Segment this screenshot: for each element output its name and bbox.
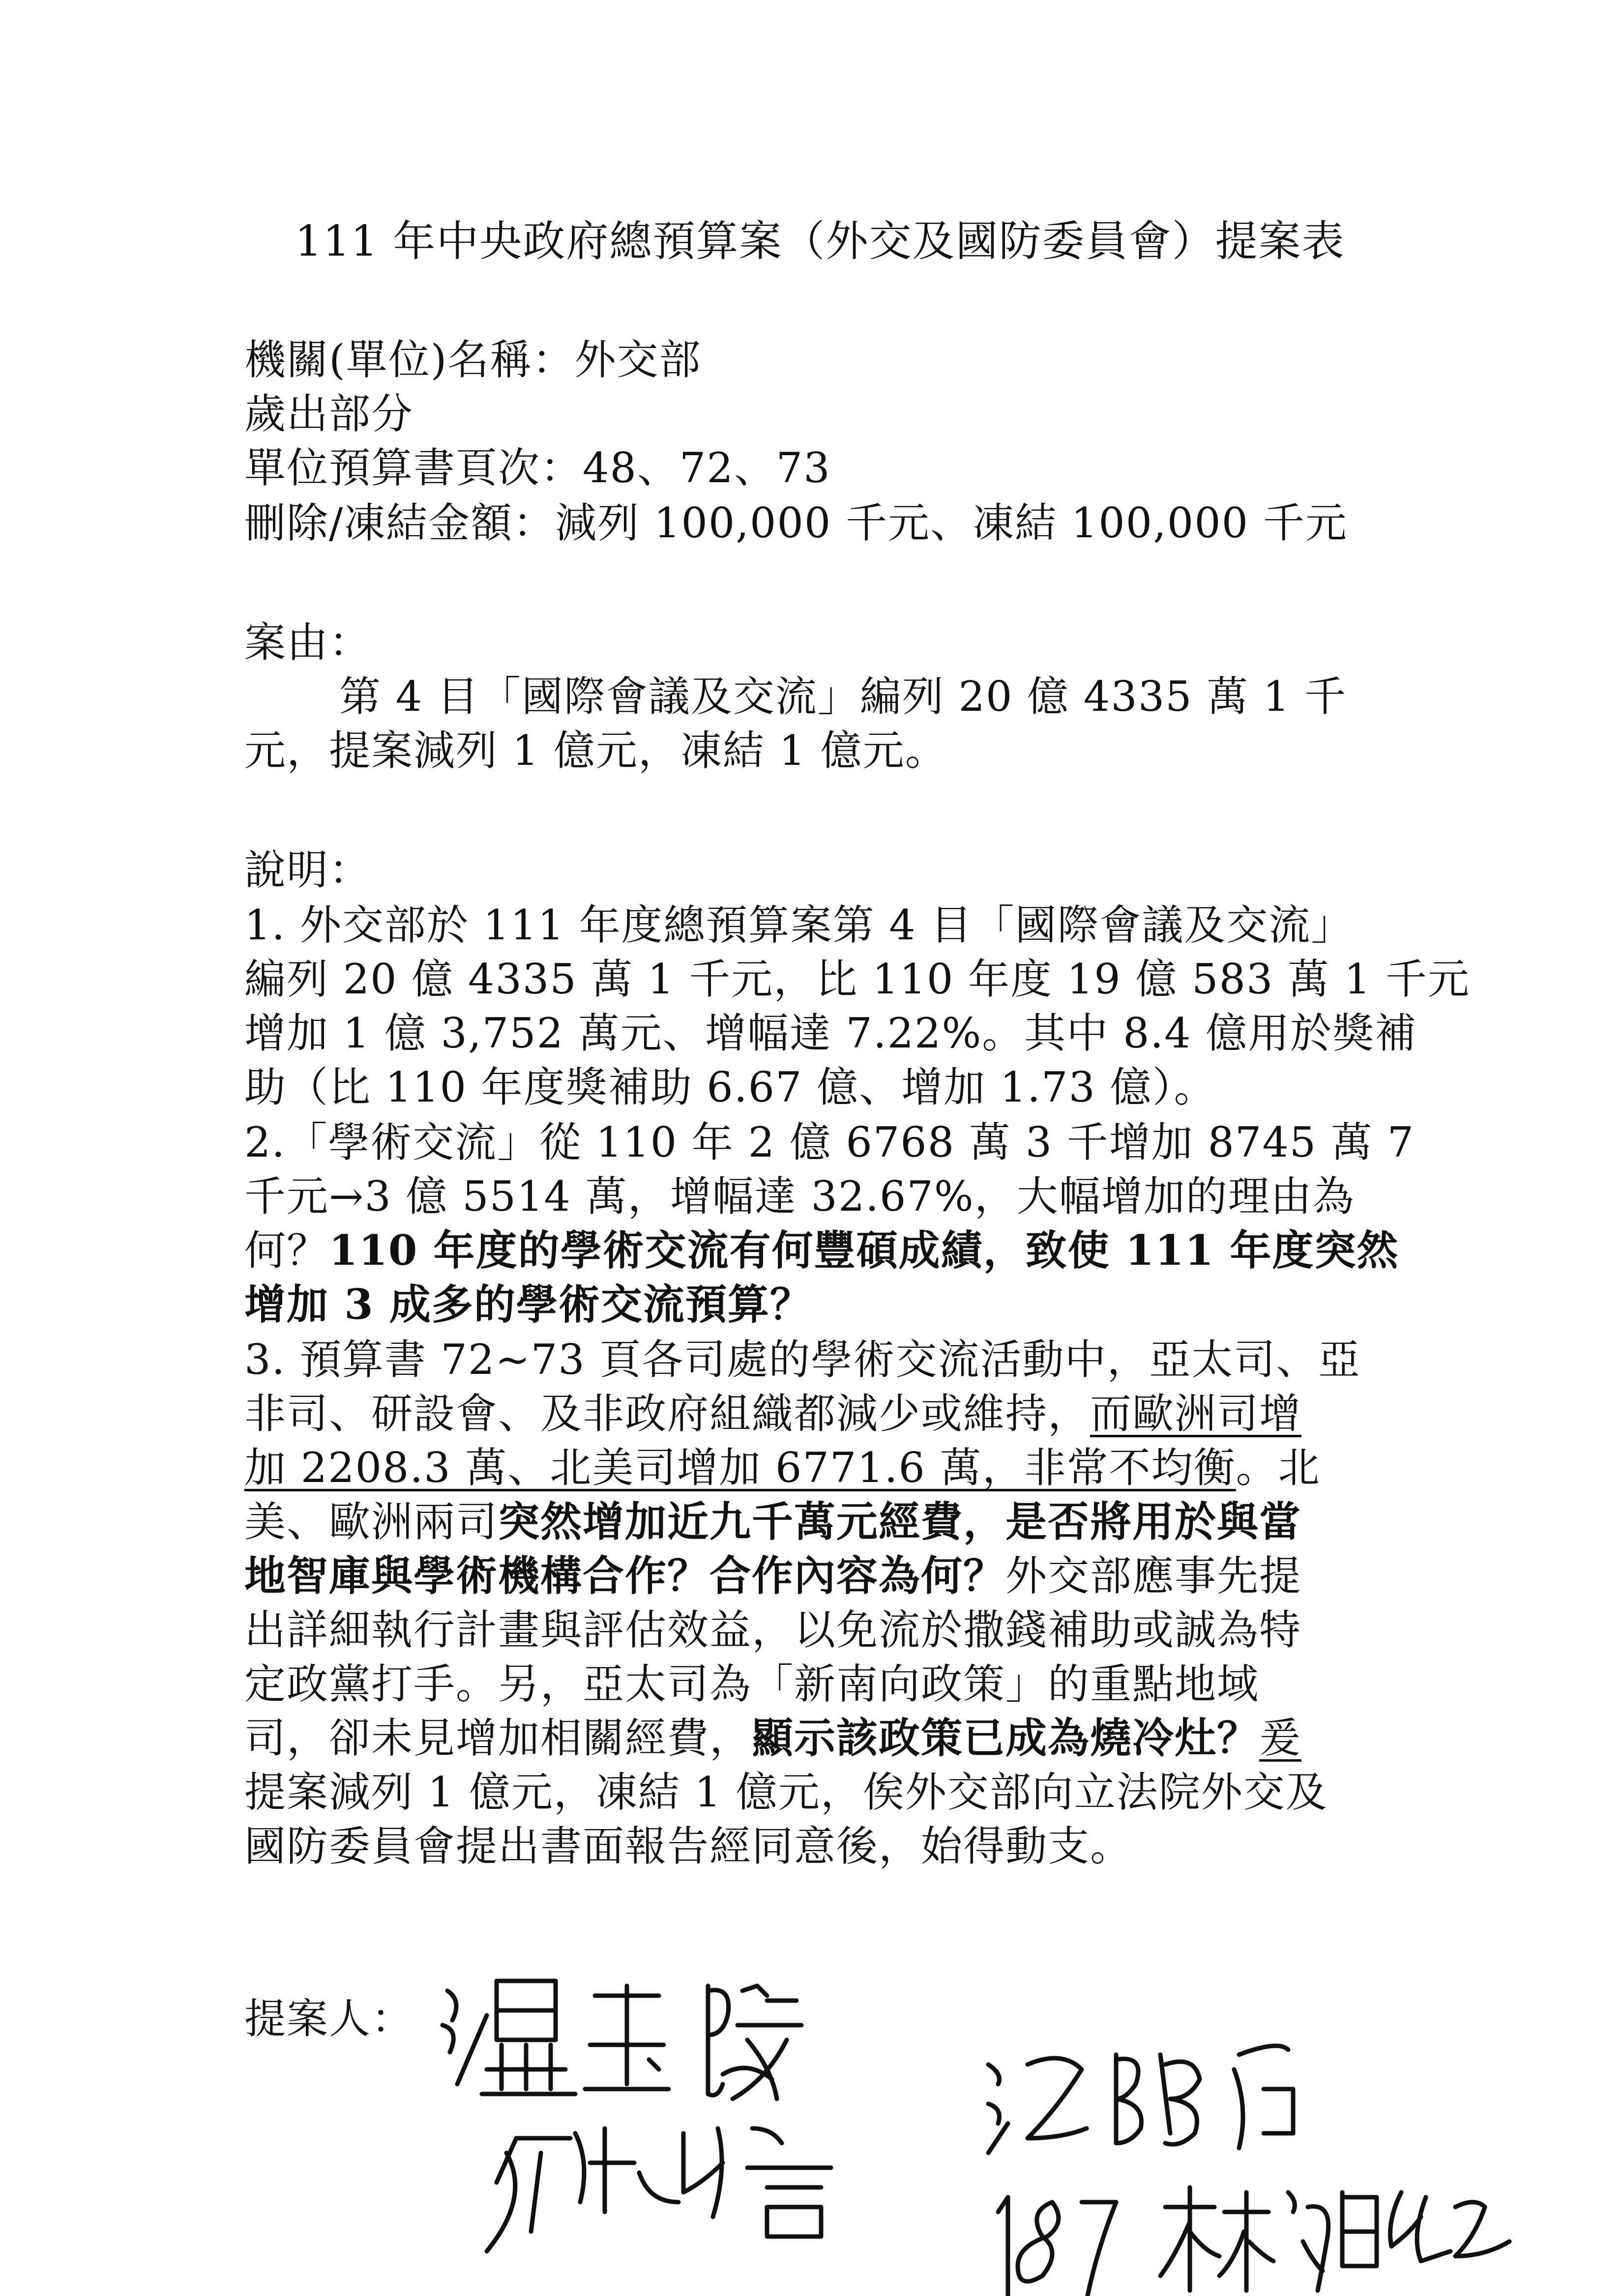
explanation-line: 助（比 110 年度獎補助 6.67 億、增加 1.73 億）。 — [244, 1063, 1216, 1111]
explanation-line: 提案減列 1 億元，凍結 1 億元，俟外交部向立法院外交及 — [244, 1768, 1328, 1816]
explanation-line: 增加 1 億 3,752 萬元、增幅達 7.22%。其中 8.4 億用於獎補 — [244, 1009, 1417, 1057]
signature-3 — [988, 2046, 1293, 2153]
explanation-text: 非司、研設會、及非政府組織都減少或維持， — [244, 1390, 1091, 1438]
explanation-text: 外交部應事先提 — [1005, 1552, 1302, 1600]
cut-freeze-amount: 刪除/凍結金額：減列 100,000 千元、凍結 100,000 千元 — [244, 499, 1348, 547]
emphasis-line: 增加 3 成多的學術交流預算？ — [244, 1280, 812, 1329]
emphasis-text: 110 年度的學術交流有何豐碩成績，致使 111 年度突然 — [329, 1226, 1399, 1275]
explanation-line: 1. 外交部於 111 年度總預算案第 4 目「國際會議及交流」 — [244, 901, 1354, 949]
agency-name: 機關(單位)名稱：外交部 — [244, 336, 702, 384]
explanation-heading: 說明： — [244, 846, 372, 894]
proposer-label: 提案人： — [244, 1995, 414, 2043]
signature-2 — [487, 2128, 831, 2251]
explanation-line: 千元→3 億 5514 萬，增幅達 32.67%，大幅增加的理由為 — [244, 1172, 1355, 1221]
explanation-line: 出詳細執行計畫與評估效益，以免流於撒錢補助或誠為特 — [244, 1606, 1302, 1654]
document-title: 111 年中央政府總預算案（外交及國防委員會）提案表 — [295, 217, 1345, 266]
reason-heading: 案由： — [244, 618, 372, 667]
signature-1 — [443, 1981, 801, 2099]
reason-line: 元，提案減列 1 億元，凍結 1 億元。 — [244, 727, 947, 775]
explanation-line: 2.「學術交流」從 110 年 2 億 6768 萬 3 千增加 8745 萬 7 — [244, 1118, 1415, 1166]
emphasis-text: 地智庫與學術機構合作？合作內容為何？ — [244, 1551, 1006, 1600]
explanation-text: 司，卻未見增加相關經費， — [244, 1714, 752, 1762]
section-label: 歲出部分 — [244, 390, 414, 438]
explanation-line: 3. 預算書 72~73 頁各司處的學術交流活動中，亞太司、亞 — [244, 1336, 1361, 1384]
explanation-text: 。北 — [1236, 1444, 1321, 1492]
explanation-line: 國防委員會提出書面報告經同意後，始得動支。 — [244, 1822, 1133, 1870]
explanation-text: 何？ — [244, 1226, 329, 1275]
underlined-text: 爰 — [1259, 1714, 1302, 1762]
underlined-text: 而歐洲司增 — [1090, 1390, 1302, 1438]
explanation-text: 美、歐洲兩司 — [244, 1498, 499, 1546]
signature-4 — [1160, 2187, 1509, 2291]
explanation-line: 編列 20 億 4335 萬 1 千元，比 110 年度 19 億 583 萬 1 千元 — [244, 955, 1470, 1003]
budget-pages: 單位預算書頁次：48、72、73 — [244, 444, 831, 492]
underlined-text: 加 2208.3 萬、北美司增加 6771.6 萬，非常不均衡 — [244, 1444, 1236, 1492]
explanation-line: 定政黨打手。另，亞太司為「新南向政策」的重點地域 — [244, 1660, 1260, 1708]
emphasis-text: 突然增加近九千萬元經費，是否將用於與當 — [498, 1497, 1302, 1546]
reason-line: 第 4 目「國際會議及交流」編列 20 億 4335 萬 1 千 — [339, 672, 1347, 721]
handwritten-number-187 — [998, 2197, 1116, 2296]
emphasis-text: 顯示該政策已成為燒冷灶？ — [752, 1714, 1260, 1762]
